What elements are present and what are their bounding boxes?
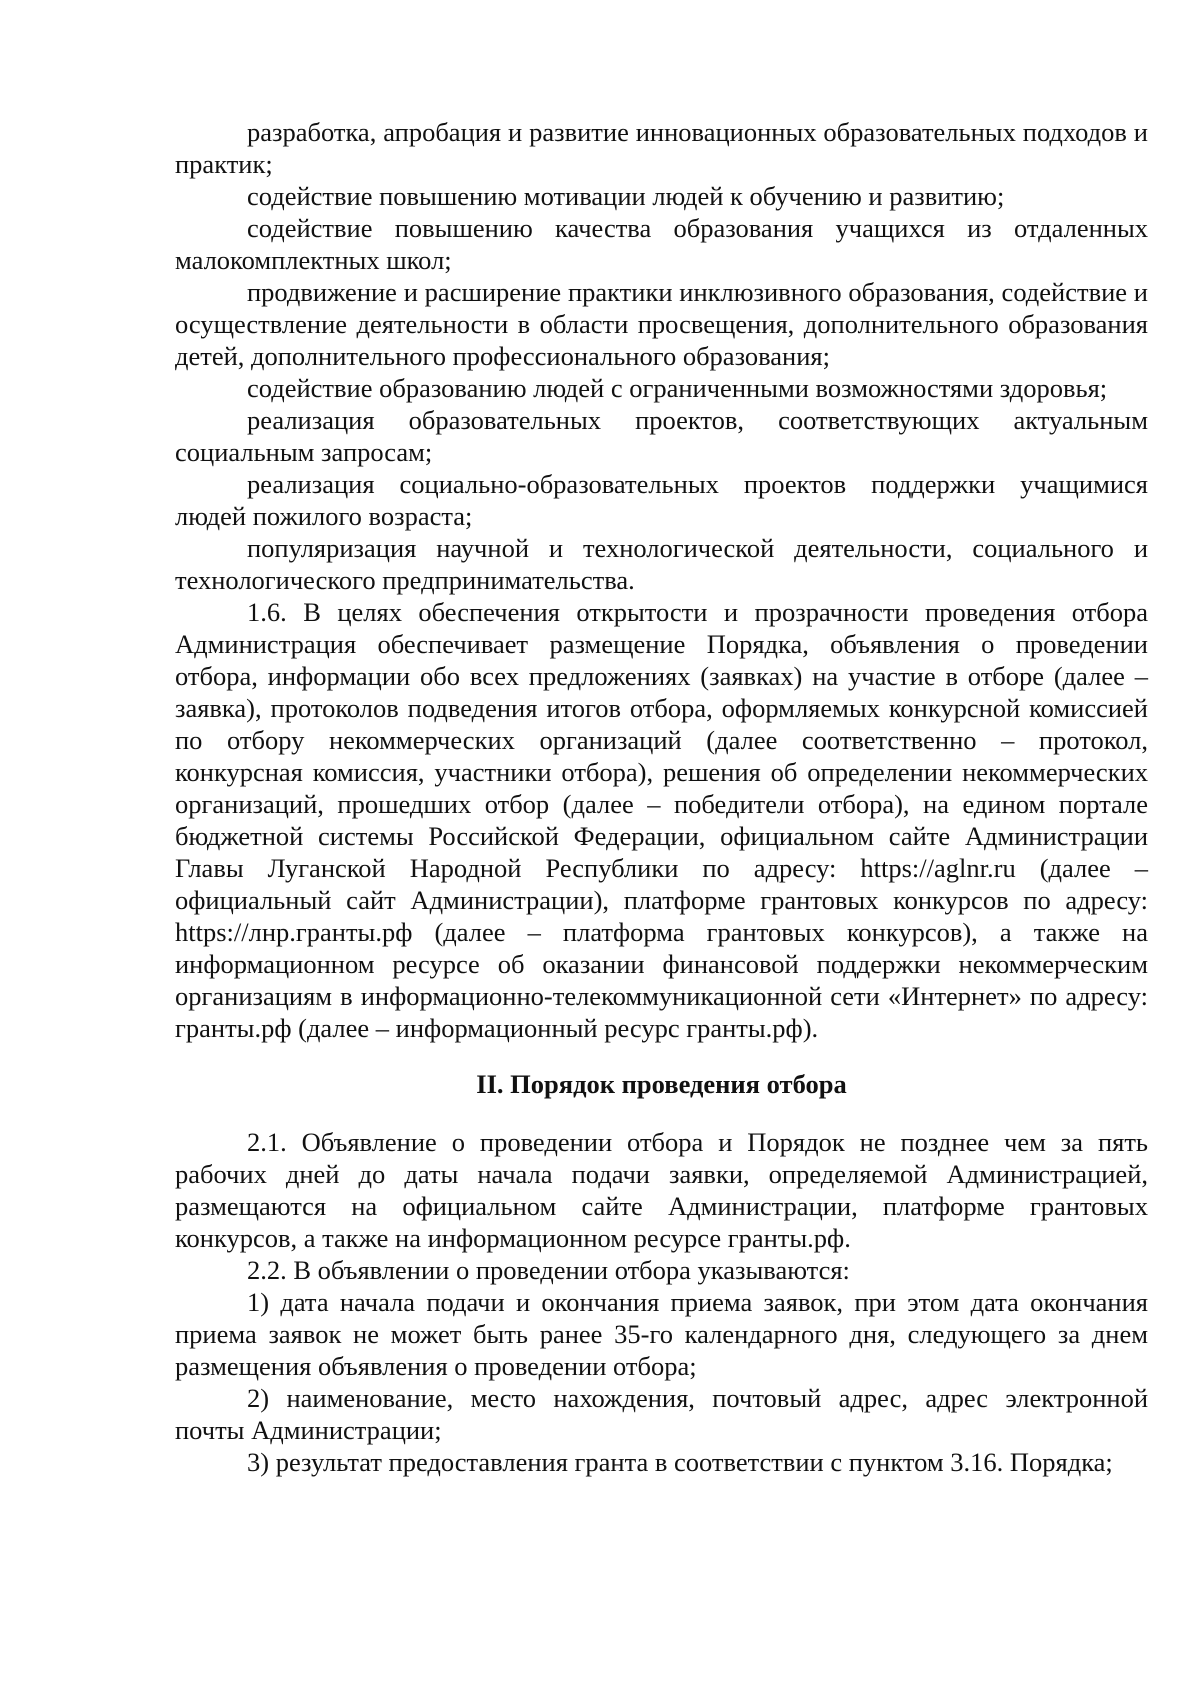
section-heading: II. Порядок проведения отбора [476,1069,847,1099]
clause-2-2-paragraph: 2.2. В объявлении о проведении отбора указываются: [247,1255,850,1285]
clause-1-6-paragraph: 1.6. В целях обеспечения открытости и прозрачности проведения отбора Администрация обеспечивает размещение Порядка, объявления о проведении отбора, информации обо всех предложениях (заявках) на участие в отборе (далее – заявка), протоколов подведения итогов отбора, оформляемых конкурсной комиссией по отбору некоммерческих организаций (далее соответственно – протокол, конкурсная комиссия, участники отбора), решения об определении некоммерческих организаций, прошедших отбор (далее – победители отбора), на едином портале бюджетной системы Российской Федерации, официальном сайте Администрации Главы Луганской Народной Республики по адресу: https://aglnr.ru (далее – официальный сайт Администрации), платформе грантовых конкурсов по адресу: https://лнр.гранты.рф (далее – платформа грантовых конкурсов), а также на информационном ресурсе об оказании финансовой поддержки некоммерческим организациям в информационно-телекоммуникационной сети «Интернет» по адресу: гранты.рф (далее – информационный ресурс гранты.рф). [175,597,1148,1043]
list-item: разработка, апробация и развитие инновационных образовательных подходов и практик; [175,117,1148,179]
list-item: реализация социально-образовательных проектов поддержки учащимися людей пожилого возраста; [175,469,1148,531]
list-item: популяризация научной и технологической деятельности, социального и технологического предпринимательства. [175,533,1148,595]
list-item: содействие образованию людей с ограниченными возможностями здоровья; [247,373,1108,403]
numbered-item-3: 3) результат предоставления гранта в соответствии с пунктом 3.16. Порядка; [247,1447,1113,1477]
list-item: содействие повышению качества образования учащихся из отдаленных малокомплектных школ; [175,213,1148,275]
list-item: реализация образовательных проектов, соответствующих актуальным социальным запросам; [175,405,1148,467]
numbered-item-1: 1) дата начала подачи и окончания приема заявок, при этом дата окончания приема заявок не может быть ранее 35-го календарного дня, следующего за днем размещения объявления о проведении отбора; [175,1287,1148,1381]
numbered-item-2: 2) наименование, место нахождения, почтовый адрес, адрес электронной почты Администрации; [175,1383,1148,1445]
clause-2-1-paragraph: 2.1. Объявление о проведении отбора и Порядок не позднее чем за пять рабочих дней до даты начала подачи заявки, определяемой Администрацией, размещаются на официальном сайте Администрации, платформе грантовых конкурсов, а также на информационном ресурсе гранты.рф. [175,1127,1148,1253]
list-item: содействие повышению мотивации людей к обучению и развитию; [247,181,1005,211]
document-page [175,116,1148,1478]
list-item: продвижение и расширение практики инклюзивного образования, содействие и осуществление деятельности в области просвещения, дополнительного образования детей, дополнительного профессионального образования; [175,277,1148,371]
